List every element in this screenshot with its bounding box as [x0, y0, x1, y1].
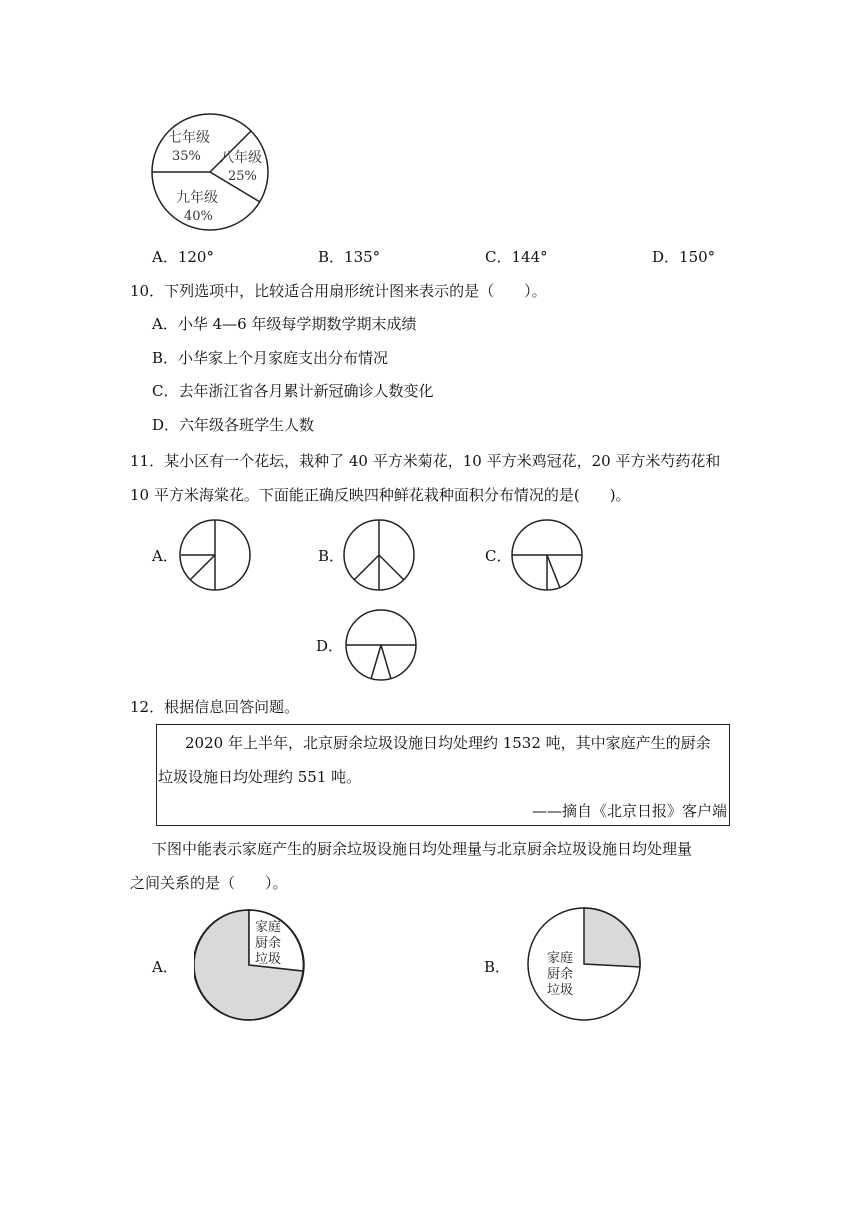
q12-a-pie-label-3: 垃圾 [255, 952, 282, 967]
q11-option-b-pie[interactable] [342, 518, 418, 594]
pie-label-grade7: 七年级 [168, 130, 210, 146]
q11-option-b-label[interactable]: B． [318, 547, 345, 565]
q11-option-c-label[interactable]: C． [485, 547, 512, 565]
q11-option-a-label[interactable]: A． [152, 547, 178, 565]
q10-option-c[interactable]: C．去年浙江省各月累计新冠确诊人数变化 [152, 382, 434, 400]
q12-info-line1: 2020 年上半年，北京厨余垃圾设施日均处理约 1532 吨，其中家庭产生的厨余 [185, 734, 711, 752]
q11-option-d-label[interactable]: D． [316, 637, 344, 655]
q11-stem-line2: 10 平方米海棠花。下面能正确反映四种鲜花栽种面积分布情况的是( )。 [130, 486, 631, 504]
q12-option-a-pie[interactable] [194, 908, 308, 1022]
q12-b-pie-label-2: 厨余 [547, 967, 574, 982]
q12-option-a-label[interactable]: A． [152, 958, 178, 976]
q12-option-b-label[interactable]: B． [484, 958, 511, 976]
q11-option-d-pie[interactable] [344, 608, 420, 684]
q12-b-pie-label-3: 垃圾 [547, 983, 574, 998]
q12-question-line2: 之间关系的是（ ）。 [130, 874, 288, 892]
q10-option-b[interactable]: B．小华家上个月家庭支出分布情况 [152, 349, 389, 367]
q9-option-c[interactable]: C．144° [485, 248, 548, 266]
q11-option-c-pie[interactable] [510, 518, 586, 594]
pie-value-grade7: 35% [172, 149, 201, 164]
pie-value-grade9: 40% [184, 209, 213, 224]
q12-info-line2: 垃圾设施日均处理约 551 吨。 [158, 768, 362, 786]
q10-stem: 10．下列选项中，比较适合用扇形统计图来表示的是（ ）。 [130, 282, 547, 300]
q9-option-d[interactable]: D．150° [652, 248, 716, 266]
q12-source: ——摘自《北京日报》客户端 [532, 802, 728, 820]
q10-option-d[interactable]: D．六年级各班学生人数 [152, 416, 315, 434]
q12-a-pie-label-1: 家庭 [255, 920, 282, 935]
q9-pie-chart [148, 110, 273, 235]
pie-label-grade9: 九年级 [176, 190, 218, 206]
pie-label-grade8: 八年级 [220, 150, 262, 166]
q10-option-a[interactable]: A．小华 4—6 年级每学期数学期末成绩 [152, 315, 417, 333]
q12-option-b-pie[interactable] [527, 906, 643, 1022]
q9-option-b[interactable]: B．135° [318, 248, 381, 266]
pie-value-grade8: 25% [228, 169, 257, 184]
q11-stem-line1: 11．某小区有一个花坛，栽种了 40 平方米菊花，10 平方米鸡冠花，20 平方米芍药花和 [130, 452, 721, 470]
q11-option-a-pie[interactable] [178, 518, 254, 594]
q12-b-pie-label-1: 家庭 [547, 951, 574, 966]
q12-a-pie-label-2: 厨余 [255, 936, 282, 951]
q9-option-a[interactable]: A．120° [152, 248, 214, 266]
q12-question-line1: 下图中能表示家庭产生的厨余垃圾设施日均处理量与北京厨余垃圾设施日均处理量 [152, 840, 693, 858]
q12-stem: 12．根据信息回答问题。 [130, 698, 300, 716]
